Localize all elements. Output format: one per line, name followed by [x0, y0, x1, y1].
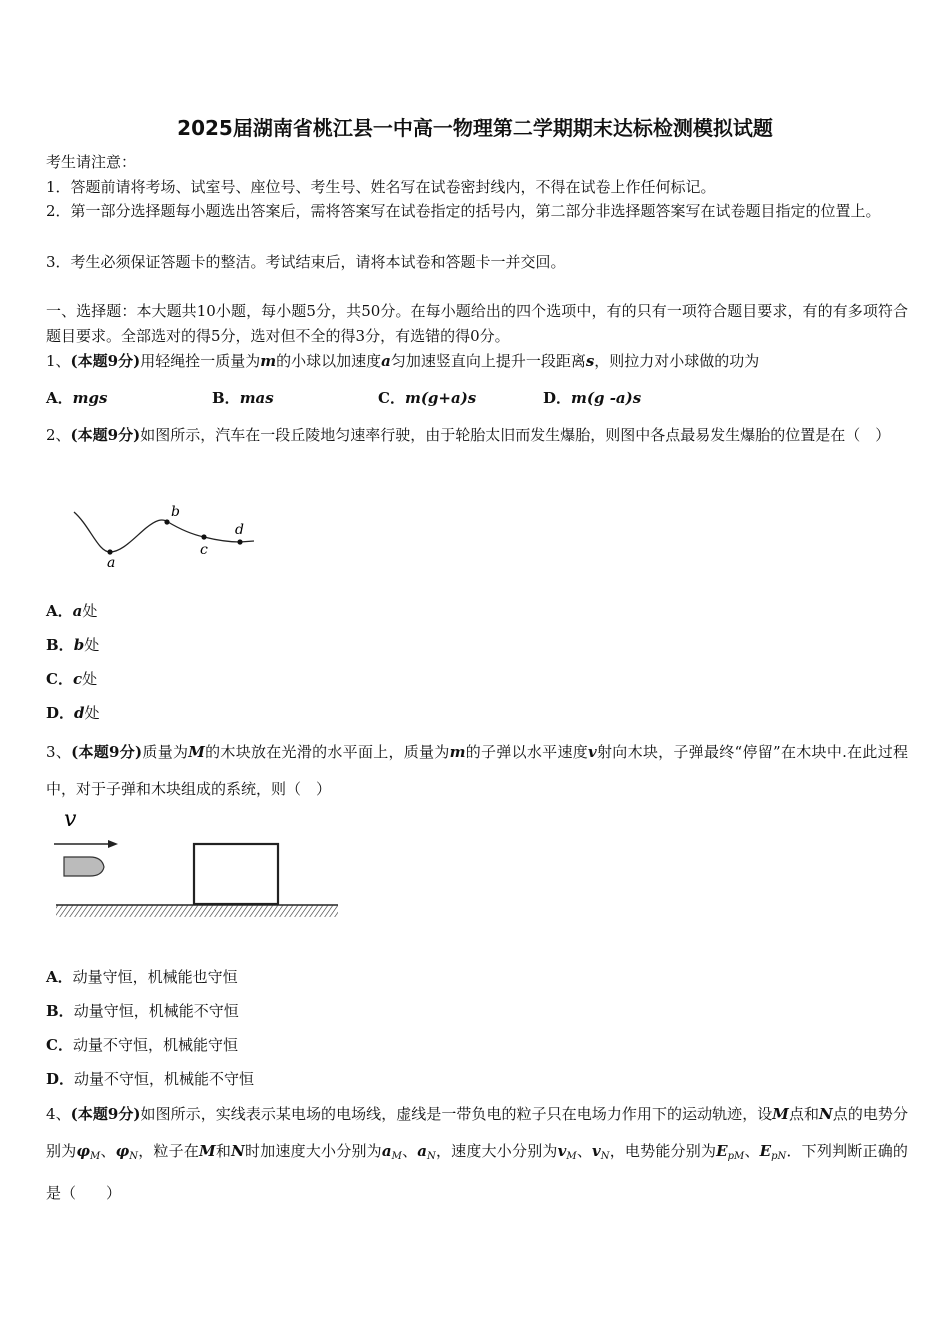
- question-3-option-d: D．动量不守恒，机械能不守恒: [46, 1070, 255, 1088]
- question-2-option-c: C．c处: [46, 670, 98, 688]
- bullet-block-figure: [52, 806, 342, 921]
- point-a-marker: [107, 549, 112, 554]
- question-2-option-a: A．a处: [46, 602, 98, 620]
- question-2-option-d: D．d处: [46, 704, 100, 722]
- bullet: [64, 857, 104, 876]
- question-4-stem: 4、(本题9分)如图所示，实线表示某电场的电场线，虚线是一带负电的粒子只在电场力作用下的运动轨迹，设M点和N点的电势分别为$\varphi_M$、$\varphi_N$，粒子在M和N时加速度大小分别为$a_M$、$a_N$，速度大小分别为$v_M$、$v_N$，电势能分别为$E_{pM}$、$E_{pN}$．下列判断正确的是（ ）: [46, 1105, 908, 1202]
- ground-surface: [56, 905, 338, 917]
- question-1-option-d: D．m(g -a)s: [543, 389, 642, 407]
- notice-item-1: 1．答题前请将考场、试室号、座位号、考生号、姓名写在试卷密封线内，不得在试卷上作任何标记。: [46, 178, 716, 196]
- point-b-marker: [164, 519, 169, 524]
- question-2-option-b: B．b处: [46, 636, 100, 654]
- notice-heading: 考生请注意：: [46, 153, 137, 171]
- velocity-arrow: [54, 840, 118, 848]
- point-a-label: a: [107, 555, 116, 571]
- notice-item-3: 3．考生必须保证答题卡的整洁。考试结束后，请将本试卷和答题卡一并交回。: [46, 253, 566, 271]
- question-1-stem: 1、(本题9分)用轻绳拴一质量为m的小球以加速度a匀加速竖直向上提升一段距离s，则拉力对小球做的功为: [46, 352, 760, 370]
- velocity-label: v: [64, 807, 77, 832]
- question-3-option-c: C．动量不守恒，机械能守恒: [46, 1036, 238, 1054]
- point-d-label: d: [235, 522, 244, 538]
- question-3-stem: 3、(本题9分)质量为M的木块放在光滑的水平面上，质量为m的子弹以水平速度v射向木块，子弹最终“停留”在木块中.在此过程中，对于子弹和木块组成的系统，则（ ）: [46, 743, 908, 798]
- question-1-option-a: A．mgs: [46, 389, 108, 407]
- point-c-label: c: [200, 542, 208, 558]
- question-2-stem: 2、(本题9分)如图所示，汽车在一段丘陵地匀速率行驶，由于轮胎太旧而发生爆胎，则图中各点最易发生爆胎的位置是在（ ）: [46, 426, 891, 444]
- question-3-option-b: B．动量守恒，机械能不守恒: [46, 1002, 239, 1020]
- page-title: 2025届湖南省桃江县一中高一物理第二学期期末达标检测模拟试题: [177, 116, 773, 140]
- point-b-label: b: [171, 504, 180, 520]
- wooden-block: [194, 844, 278, 904]
- hill-road-figure: [70, 500, 260, 575]
- question-3-option-a: A．动量守恒，机械能也守恒: [46, 968, 238, 986]
- notice-item-2: 2．第一部分选择题每小题选出答案后，需将答案写在试卷指定的括号内，第二部分非选择题答案写在试卷题目指定的位置上。: [46, 202, 881, 220]
- section-instructions: 一、选择题：本大题共10小题，每小题5分，共50分。在每小题给出的四个选项中，有的只有一项符合题目要求，有的有多项符合题目要求。全部选对的得5分，选对但不全的得3分，有选错的得0分。: [46, 302, 908, 345]
- point-c-marker: [201, 534, 206, 539]
- question-1-option-c: C．m(g+a)s: [378, 389, 477, 407]
- question-1-option-b: B．mas: [212, 389, 274, 407]
- point-d-marker: [237, 539, 242, 544]
